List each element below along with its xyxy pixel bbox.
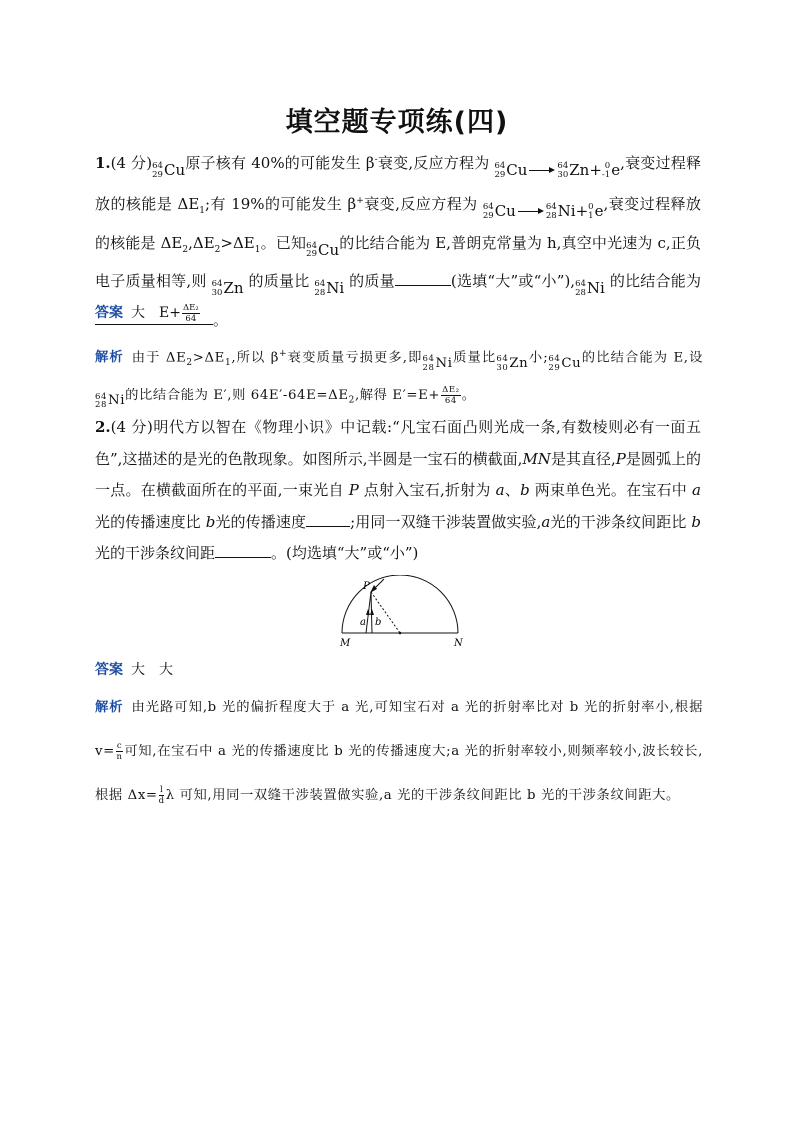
ray-b-arrow-icon: [370, 609, 374, 615]
fraction: $\frac{l}{d}$: [158, 785, 165, 806]
center-point: [399, 632, 402, 635]
answer-blank-1[interactable]: [395, 269, 451, 286]
question-1: 1.(4 分) 64 29 Cu 原子核有 40%的可能发生 β-衰变,反应方程为 64 29 Cu 64 30 Zn + 0 -1 e ,衰变过程释放的核能是 $\Delta E_1$;有 19%的可能发生 β+衰变,反应方程为 64 29 Cu 64 28 Ni + 0 1 e ,衰变过程释放的核能是 $\Delta E_2,\Delta E_2>\Delta E_1$。已知 64 29 Cu 的比结合能为 E,普朗克常量为 h,真空中光速为 c,正负电子质量相等,则 64 30 Zn 的质量比 64 28 Ni 的质量 (选填“大”或“小”), 64 28 Ni 的比结合能为。: [95, 154, 701, 329]
explanation-label: 解析: [95, 350, 124, 366]
question-2: 2.(4 分)明代方以智在《物理小识》中记载:“凡宝石面凸则光成一条,有数棱则必有一面五色”,这描述的是光的色散现象。如图所示,半圆是一宝石的横截面,MN是其直径,P是圆弧上的一点。在横截面所在的平面,一束光自 P 点射入宝石,折射为 a、b 两束单色光。在宝石中 a光的传播速度比 b光的传播速度 ;用同一双缝干涉装置做实验,a光的干涉条纹间距比 b光的干涉条纹间距 。(均选填“大”或“小”): [95, 418, 701, 562]
answer-label: 答案: [95, 662, 123, 678]
question-score: (4 分): [110, 154, 153, 172]
reaction-arrow: [529, 166, 555, 176]
ray-a-arrow-icon: [366, 609, 370, 615]
answer-text: 大 E+: [131, 305, 181, 321]
label-a: a: [360, 617, 366, 628]
answer-text: 大 大: [131, 662, 173, 678]
answer-label: 答案: [95, 305, 123, 321]
nuclide-cu: 64 29 Cu: [152, 160, 186, 180]
equation-beta-plus: 64 29 Cu 64 28 Ni + 0 1 e: [482, 202, 604, 221]
explanation-1: 解析 由于 $\Delta E_2>\Delta E_1$,所以 β+衰变质量亏损更多,即 64 28 Ni 质量比 64 30 Zn 小; 64 29 Cu 的比结合能为 E,设 64 28 Ni 的比结合能为 E′,则 $64E'-64E=\Delta E_2$,解得 E′=E+ $\frac{\text{ΔE₂}}{64}$ 。: [95, 349, 703, 411]
incident-arrow-icon: [370, 585, 377, 593]
reaction-arrow: [518, 207, 544, 217]
label-b: b: [375, 617, 382, 628]
answer-2: [95, 656, 705, 684]
question-number: 2.: [95, 418, 111, 436]
fraction: $\frac{c}{n}$: [116, 741, 123, 762]
equation-beta-minus: 64 29 Cu 64 30 Zn + 0 -1 e: [494, 160, 621, 180]
label-p: P: [363, 581, 370, 592]
fraction: $\frac{\text{ΔE₂}}{64}$: [442, 384, 460, 406]
gemstone-cross-section-figure: [330, 575, 465, 650]
question-score: (4 分): [110, 418, 153, 436]
page-title: 填空题专项练(四): [285, 107, 509, 138]
explanation-2: 解析 由光路可知,b 光的偏折程度大于 a 光,可知宝石对 a 光的折射率比对 b 光的折射率小,根据 v= $\frac{c}{n}$ 可知,在宝石中 a 光的传播速度比 b 光的传播速度大;a 光的折射率较小,则频率较小,波长较长,根据 Δx= $\frac{l}{d}$ λ 可知,用同一双缝干涉装置做实验,a 光的干涉条纹间距比 b 光的干涉条纹间距大。: [95, 700, 703, 806]
label-m: M: [340, 638, 351, 649]
fraction: $\frac{\text{ΔE₂}}{64}$: [182, 302, 199, 324]
explanation-label: 解析: [95, 700, 124, 715]
answer-blank-4[interactable]: [215, 541, 271, 558]
label-n: N: [454, 638, 463, 649]
answer-blank-3[interactable]: [306, 510, 350, 527]
question-number: 1.: [95, 154, 111, 172]
answer-1: [95, 298, 705, 328]
